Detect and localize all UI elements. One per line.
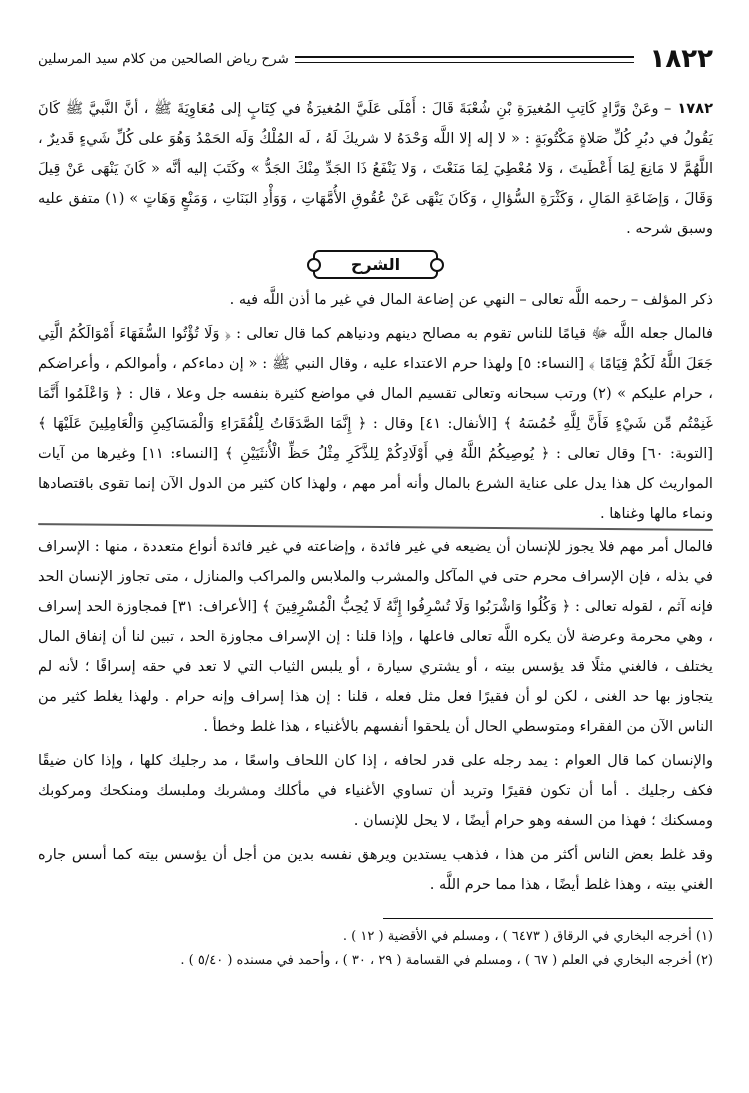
footnote-1: (١) أخرجه البخاري في الرقاق ( ٦٤٧٣ ) ، ومسلم في الأقضية ( ١٢ ) . xyxy=(342,929,713,944)
paragraph-importance-of-wealth: فالمال جعله اللَّه ﷻ قيامًا للناس تقوم به مصالح دينهم ودنياهم كما قال تعالى : ﴿ وَلَا تُؤْتُوا السُّفَهَاءَ أَمْوَالَكُمُ الَّتِي جَعَلَ اللَّهُ لَكُمْ قِيَامًا ﴾ [النساء: ٥] ولهذا حرم الاعتداء عليه ، وقال النبي ﷺ : « إن دماءكم ، وأموالكم ، وأعراضكم ، حرام عليكم » (٢) ورتب سبحانه وتعالى تقسيم المال في مواضع كثيرة بنفسه جل وعلا ، قال : ﴿ وَاعْلَمُوا أَنَّمَا غَنِمْتُم مِّن شَيْءٍ فَأَنَّ لِلَّهِ خُمُسَهُ ﴾ [الأنفال: ٤١] وقال : ﴿ إِنَّمَا الصَّدَقَاتُ لِلْفُقَرَاءِ وَالْمَسَاكِينِ وَالْعَامِلِينَ عَلَيْهَا ﴾ [التوبة: ٦٠] وقال تعالى : ﴿ يُوصِيكُمُ اللَّهُ فِي أَوْلَادِكُمْ لِلذَّكَرِ مِثْلُ حَظِّ الْأُنثَيَيْنِ ﴾ [النساء: ١١] وغيرها من آيات المواريث كل هذا يدل على عناية الشرع بالمال وأنه أمر مهم ، ولهذا كان كثير من الدول الآن إنما تقوى باقتصادها ونماء مالها وغناها . xyxy=(38,325,713,522)
footnote-rule xyxy=(383,918,713,919)
footnote-2: (٢) أخرجه البخاري في العلم ( ٦٧ ) ، ومسلم في القسامة ( ٢٩ ، ٣٠ ) ، وأحمد في مسنده ( ٥/٤٠ ) . xyxy=(180,953,713,968)
running-title: شرح رياض الصالحين من كلام سيد المرسلين xyxy=(38,51,289,67)
page-header xyxy=(38,38,713,80)
paragraph-debt: وقد غلط بعض الناس أكثر من هذا ، فذهب يستدين ويرهق نفسه بدين من أجل أن يؤسس بيته كما أسس جاره الغني بيته ، وهذا غلط أيضًا ، هذا مما حرم اللَّه . xyxy=(38,846,713,893)
hadith-text xyxy=(38,94,713,244)
page xyxy=(38,38,713,1073)
paragraph-intro: ذكر المؤلف – رحمه اللَّه تعالى – النهي عن إضاعة المال في غير ما أذن اللَّه فيه . xyxy=(229,291,713,308)
paragraph-proverb: والإنسان كما قال العوام : يمد رجله على قدر لحافه ، إذا كان اللحاف واسعًا ، مد رجليك كلها ، وإذا كان ضيقًا فكف رجليك . أما أن تكون فقيرًا وتريد أن تساوي الأغنياء في مأكلك ومشربك وملبسك ومنكحك ومركوبك ومسكنك ؛ فهذا من السفه وهو حرام أيضًا ، لا يحل للإنسان . xyxy=(38,752,713,829)
sharh-section-label: الشرح xyxy=(313,250,438,279)
page-number: ١٨٢٢ xyxy=(649,44,713,74)
header-rule xyxy=(295,56,634,63)
hadith-body: – وعَنْ وَرَّادٍ كَاتِبِ المُغيرَةِ بْنِ شُعْبَةَ قَالَ : أَمْلَى عَلَيَّ المُغيرَةُ في كِتَابٍ إلى مُعَاوِيَةَ ﷺ ، أنَّ النَّبيَّ ﷺ كَانَ يَقُولُ في دبُرِ كُلِّ صَلاةٍ مَكْتُوبَةٍ : « لا إله إلا اللَّه وَحْدَهُ لا شريكَ لَهُ ، لَه المُلْكُ وَلَه الحَمْدُ وَهُوَ على كُلِّ شَيءٍ قَديرٌ ، اللَّهُمَّ لا مَانِعَ لِمَا أَعْطَيتَ ، وَلا مُعْطِيَ لِمَا مَنَعْتَ ، وَلا يَنْفَعُ ذَا الجَدِّ مِنْكَ الجَدُّ » وكَتَبَ إليه أنَّه « كَانَ يَنْهَى عَنْ قِيلَ وَقَالَ ، وَإضَاعَةِ المَالِ ، وَكَثْرَةِ السُّؤالِ ، وَكَانَ يَنْهَى عَنْ عُقُوقِ الأُمَّهَاتِ ، وَوَأْدِ البَنَاتِ ، وَمَنْعٍ وَهَاتٍ » (١) متفق عليه وسبق شرحه . xyxy=(38,100,713,237)
footnotes xyxy=(38,925,713,973)
paragraph-extravagance: فالمال أمر مهم فلا يجوز للإنسان أن يضيعه في غير فائدة ، وإضاعته في غير فائدة أنواع متعددة ، منها : الإسراف في بذله ، فإن الإسراف محرم حتى في المآكل والمشرب والملابس والمراكب والمنازل ، متى تجاوز الإنسان الحد فإنه آثم ، لقوله تعالى : ﴿ وَكُلُوا وَاشْرَبُوا وَلَا تُسْرِفُوا إِنَّهُ لَا يُحِبُّ الْمُسْرِفِينَ ﴾ [الأعراف: ٣١] فمجاوزة الحد إسراف ، وهي محرمة وعرضة لأن يكره اللَّه تعالى فاعلها ، وإذا قلنا : إن الإسراف مجاوزة الحد ، تبين لنا أن إنفاق المال يختلف ، فالغني مثلًا قد يؤسس بيته ، أو يشتري سيارة ، أو يلبس الثياب التي لا تعد في حقه إسرافًا ؛ لأنه لم يتجاوز بها حد الغنى ، لكن لو أن فقيرًا فعل مثل فعله ، قلنا : إن هذا إسراف وإنه حرام . ولهذا يغلط كثير من الناس الآن من الفقراء ومتوسطي الحال أن يلحقوا أنفسهم بالأغنياء ، هذا غلط وخطأ . xyxy=(38,538,713,735)
hadith-number: ١٧٨٢ xyxy=(677,100,713,117)
section-label-wrap xyxy=(38,250,713,279)
